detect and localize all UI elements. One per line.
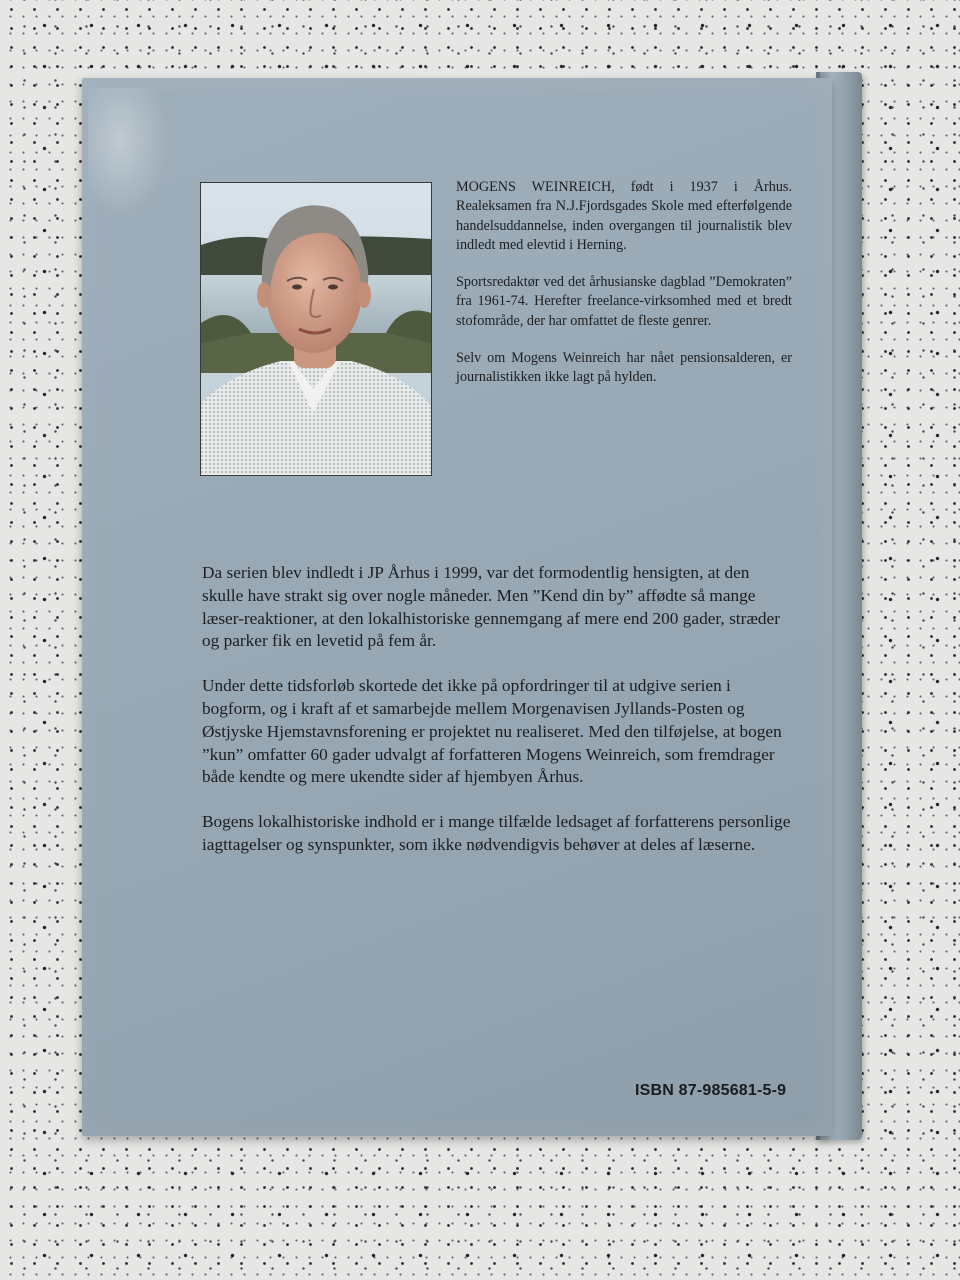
- bio-paragraph: MOGENS WEINREICH, født i 1937 i Århus. Realeksamen fra N.J.Fjordsgades Skole med efterfølgende handelsuddannelse, inden overgangen til journalistik blev indledt med elevtid i Herning.: [456, 179, 792, 253]
- cover-panel: [82, 78, 832, 1136]
- book-blurb: [202, 562, 792, 879]
- blurb-paragraph: Da serien blev indledt i JP Århus i 1999, var det formodentlig hensigten, at den skulle have strakt sig over nogle måneder. Men ”Kend din by” affødte så mange læser-reaktioner, at den lokalhistoriske gennemgang af mere end 200 gader, stræder og parker fik en levetid på fem år.: [202, 563, 780, 651]
- author-portrait-photo: [200, 182, 432, 476]
- author-bio: [456, 178, 792, 406]
- blurb-paragraph: Bogens lokalhistoriske indhold er i mange tilfælde ledsaget af forfatterens personlige iagttagelser og synspunkter, som ikke nødvendigvis behøver at deles af læserne.: [202, 812, 791, 854]
- book-back-cover: [82, 72, 862, 1140]
- blurb-paragraph: Under dette tidsforløb skortede det ikke på opfordringer til at udgive serien i bogform, og i kraft af et samarbejde mellem Morgenavisen Jyllands-Posten og Østjyske Hjemstavnsforening er projektet nu realiseret. Med den tilføjelse, at bogen ”kun” omfatter 60 gader udvalgt af forfatteren Mogens Weinreich, som fremdrager både kendte og mere ukendte sider af hjembyen Århus.: [202, 676, 782, 787]
- isbn-number: ISBN 87-985681-5-9: [635, 1082, 787, 1099]
- light-glare: [88, 88, 168, 218]
- bio-paragraph: Sportsredaktør ved det århusianske dagblad ”Demokraten” fra 1961-74. Herefter freelance-virksomhed med et bredt stofområde, der har omfattet de fleste genrer.: [456, 274, 792, 329]
- bio-paragraph: Selv om Mogens Weinreich har nået pensionsalderen, er journalistikken ikke lagt på hylden.: [456, 350, 792, 386]
- portrait-illustration: [201, 183, 431, 475]
